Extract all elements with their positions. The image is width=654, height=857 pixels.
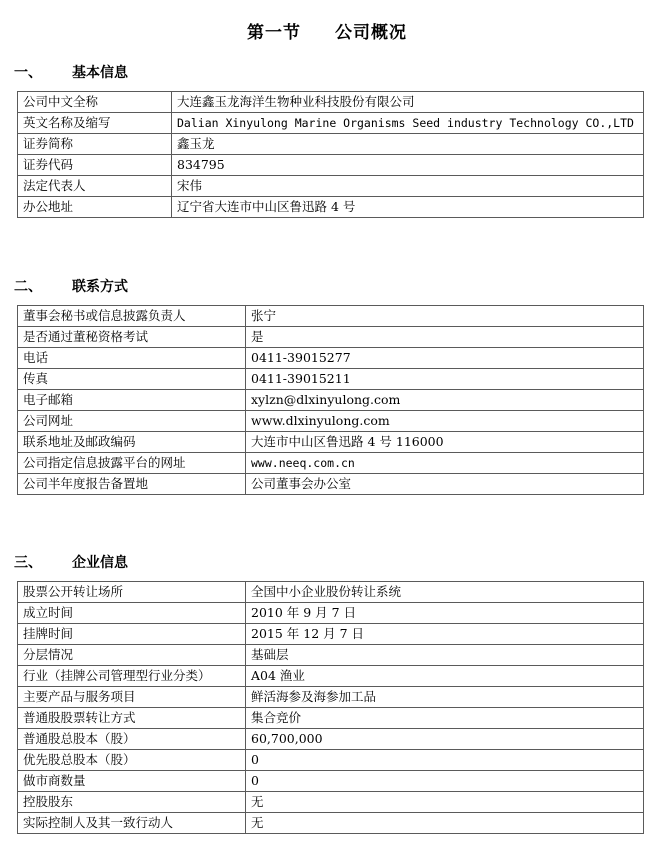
row-value: A04 渔业: [246, 666, 644, 687]
table-row: [18, 155, 644, 176]
row-label: 法定代表人: [18, 176, 172, 197]
row-label: 传真: [18, 369, 246, 390]
table-row: [18, 624, 644, 645]
table-row: [18, 306, 644, 327]
row-label: 联系地址及邮政编码: [18, 432, 246, 453]
section-heading-enterprise: [14, 552, 128, 572]
row-value: www.neeq.com.cn: [246, 453, 644, 474]
row-value: 公司董事会办公室: [246, 474, 644, 495]
basic-info-table: [17, 91, 644, 218]
table-row: [18, 432, 644, 453]
row-value: 0411-39015211: [246, 369, 644, 390]
table-row: [18, 411, 644, 432]
table-row: [18, 369, 644, 390]
row-value: 2015 年 12 月 7 日: [246, 624, 644, 645]
enterprise-info-table: [17, 581, 644, 834]
section-heading-number: 一、: [14, 65, 42, 81]
row-label: 行业（挂牌公司管理型行业分类）: [18, 666, 246, 687]
row-value: 0411-39015277: [246, 348, 644, 369]
row-value: 60,700,000: [246, 729, 644, 750]
row-label: 公司指定信息披露平台的网址: [18, 453, 246, 474]
table-row: [18, 92, 644, 113]
row-label: 控股股东: [18, 792, 246, 813]
section-heading-number: 三、: [14, 555, 42, 571]
row-label: 挂牌时间: [18, 624, 246, 645]
row-value: 大连市中山区鲁迅路 4 号 116000: [246, 432, 644, 453]
row-value: 基础层: [246, 645, 644, 666]
table-row: [18, 453, 644, 474]
row-value: 无: [246, 813, 644, 834]
row-value: 宋伟: [172, 176, 644, 197]
table-row: [18, 687, 644, 708]
row-label: 公司半年度报告备置地: [18, 474, 246, 495]
row-label: 证券代码: [18, 155, 172, 176]
table-row: [18, 134, 644, 155]
row-value: 0: [246, 750, 644, 771]
row-label: 证券简称: [18, 134, 172, 155]
contact-info-table: [17, 305, 644, 495]
row-label: 主要产品与服务项目: [18, 687, 246, 708]
row-label: 做市商数量: [18, 771, 246, 792]
row-label: 优先股总股本（股）: [18, 750, 246, 771]
row-value: 是: [246, 327, 644, 348]
row-label: 公司网址: [18, 411, 246, 432]
table-row: [18, 113, 644, 134]
row-value: 辽宁省大连市中山区鲁迅路 4 号: [172, 197, 644, 218]
page-title: [0, 18, 654, 43]
table-row: [18, 197, 644, 218]
section-heading-title: 联系方式: [72, 279, 128, 295]
row-value: www.dlxinyulong.com: [246, 411, 644, 432]
section-heading-contact: [14, 276, 128, 296]
table-row: [18, 348, 644, 369]
table-row: [18, 582, 644, 603]
row-value: 大连鑫玉龙海洋生物种业科技股份有限公司: [172, 92, 644, 113]
row-value: 鲜活海参及海参加工品: [246, 687, 644, 708]
table-row: [18, 792, 644, 813]
row-label: 办公地址: [18, 197, 172, 218]
table-row: [18, 474, 644, 495]
row-value: 无: [246, 792, 644, 813]
table-row: [18, 390, 644, 411]
row-label: 普通股总股本（股）: [18, 729, 246, 750]
row-value: 张宁: [246, 306, 644, 327]
row-value: 全国中小企业股份转让系统: [246, 582, 644, 603]
section-number: 第一节: [247, 23, 301, 43]
table-row: [18, 708, 644, 729]
row-value: Dalian Xinyulong Marine Organisms Seed industry Technology CO.,LTD: [172, 113, 644, 134]
row-value: 2010 年 9 月 7 日: [246, 603, 644, 624]
table-row: [18, 603, 644, 624]
section-name: 公司概况: [335, 23, 407, 43]
row-value: 0: [246, 771, 644, 792]
section-heading-basic: [14, 62, 128, 82]
row-label: 是否通过董秘资格考试: [18, 327, 246, 348]
table-row: [18, 327, 644, 348]
row-label: 分层情况: [18, 645, 246, 666]
row-label: 董事会秘书或信息披露负责人: [18, 306, 246, 327]
row-label: 电话: [18, 348, 246, 369]
row-label: 股票公开转让场所: [18, 582, 246, 603]
table-row: [18, 666, 644, 687]
row-label: 普通股股票转让方式: [18, 708, 246, 729]
section-heading-title: 基本信息: [72, 65, 128, 81]
section-heading-number: 二、: [14, 279, 42, 295]
table-row: [18, 729, 644, 750]
table-row: [18, 750, 644, 771]
row-value: 834795: [172, 155, 644, 176]
table-row: [18, 645, 644, 666]
table-row: [18, 176, 644, 197]
table-row: [18, 771, 644, 792]
row-value: 集合竞价: [246, 708, 644, 729]
table-row: [18, 813, 644, 834]
row-value: xylzn@dlxinyulong.com: [246, 390, 644, 411]
row-label: 电子邮箱: [18, 390, 246, 411]
row-label: 英文名称及缩写: [18, 113, 172, 134]
row-label: 成立时间: [18, 603, 246, 624]
row-label: 实际控制人及其一致行动人: [18, 813, 246, 834]
section-heading-title: 企业信息: [72, 555, 128, 571]
row-label: 公司中文全称: [18, 92, 172, 113]
row-value: 鑫玉龙: [172, 134, 644, 155]
